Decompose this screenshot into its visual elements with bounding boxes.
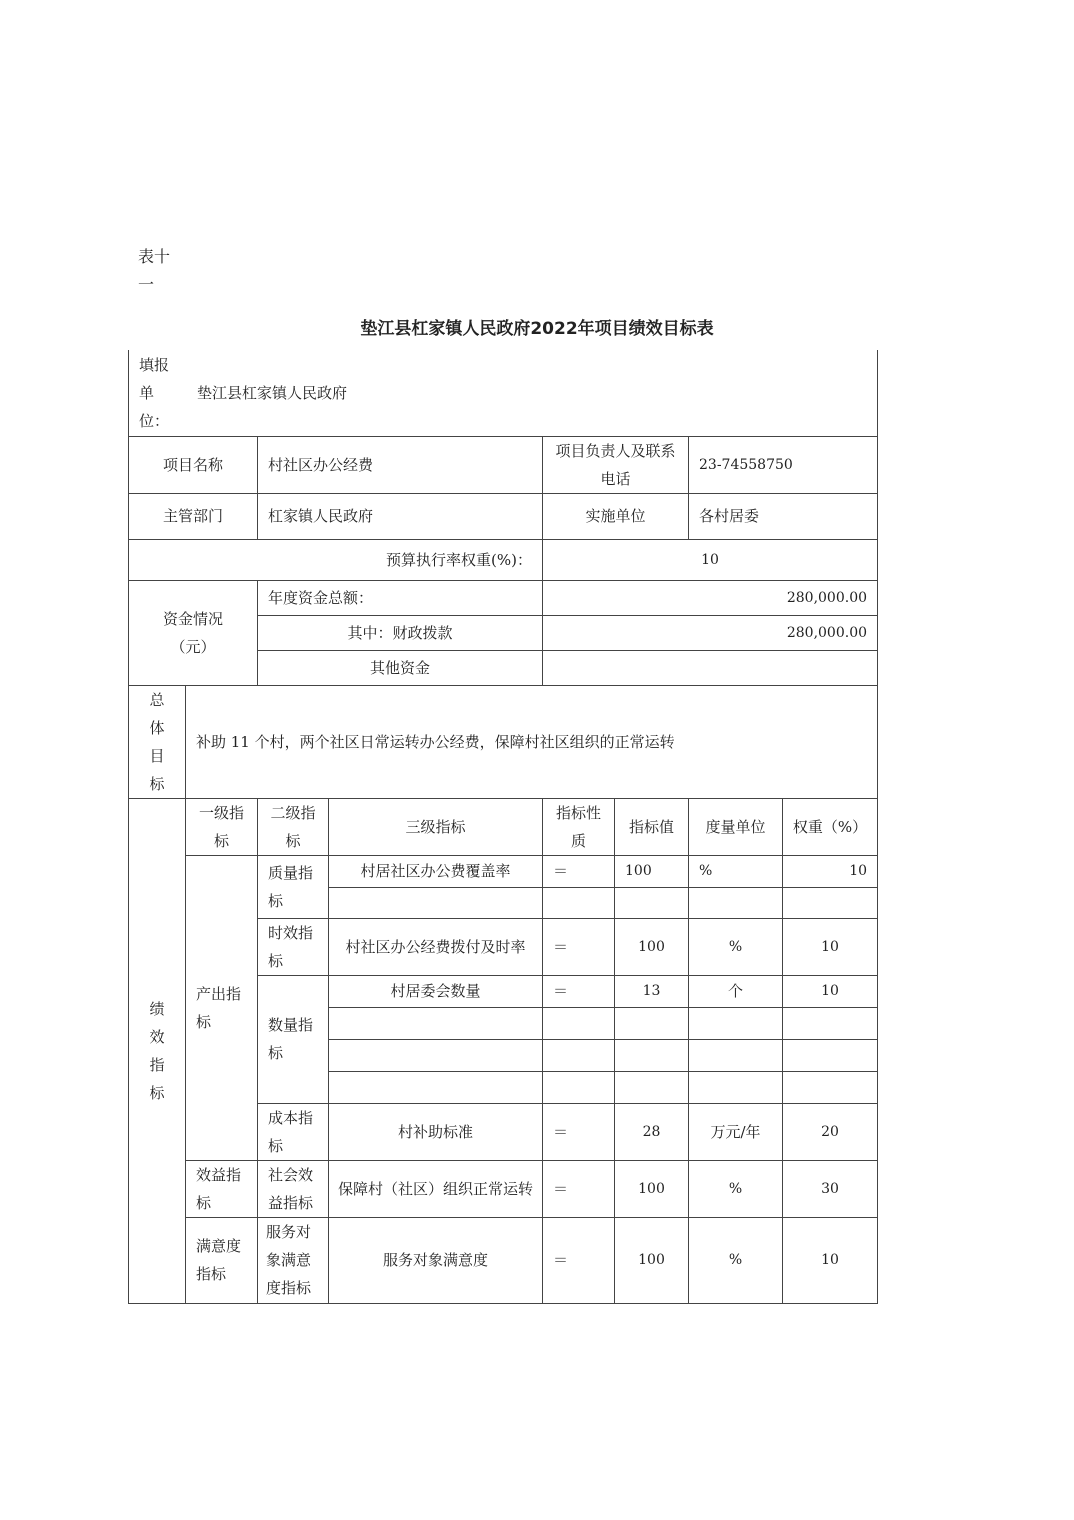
level1-output: 产出指标: [186, 855, 258, 1160]
level2-timeliness: 时效指标: [258, 918, 329, 975]
fund-fiscal-label: 其中：财政拨款: [258, 615, 543, 650]
indicator-unit: 个: [689, 975, 783, 1007]
indicator-name: 服务对象满意度: [329, 1217, 543, 1303]
indicator-weight: 30: [783, 1160, 878, 1217]
empty-cell: [689, 1071, 783, 1103]
fund-other-value: [543, 650, 878, 685]
fund-other-label: 其他资金: [258, 650, 543, 685]
performance-target-table: [128, 350, 878, 1304]
level2-social: 社会效益指标: [258, 1160, 329, 1217]
header-level3: 三级指标: [329, 798, 543, 855]
empty-cell: [615, 1071, 689, 1103]
fill-unit-value: 垫江县杠家镇人民政府: [197, 383, 348, 402]
indicator-nature: ＝: [543, 1217, 615, 1303]
fill-unit-label: 填报单位：: [139, 355, 170, 430]
empty-cell: [329, 1071, 543, 1103]
indicator-unit: %: [689, 1160, 783, 1217]
level1-satisfaction: 满意度指标: [186, 1217, 258, 1303]
empty-cell: [543, 1039, 615, 1071]
fund-total-label: 年度资金总额：: [258, 580, 543, 615]
indicator-weight: 20: [783, 1103, 878, 1160]
impl-label: 实施单位: [543, 493, 689, 539]
indicator-unit: %: [689, 1217, 783, 1303]
indicator-nature: ＝: [543, 855, 615, 887]
level2-quantity: 数量指标: [258, 975, 329, 1103]
budget-rate-label: 预算执行率权重(%)：: [129, 539, 543, 580]
goal-label: 总体目标: [129, 685, 186, 798]
impl-value: 各村居委: [689, 493, 878, 539]
contact-value: 23-74558750: [689, 436, 878, 493]
empty-cell: [615, 1039, 689, 1071]
fill-unit-row: [129, 350, 878, 436]
indicator-name: 村补助标准: [329, 1103, 543, 1160]
indicator-nature: ＝: [543, 918, 615, 975]
indicator-name: 村社区办公经费拨付及时率: [329, 918, 543, 975]
goal-value: 补助 11 个村，两个社区日常运转办公经费，保障村社区组织的正常运转: [186, 685, 878, 798]
fund-fiscal-value: 280,000.00: [543, 615, 878, 650]
indicator-weight: 10: [783, 1217, 878, 1303]
empty-cell: [689, 887, 783, 918]
header-level2: 二级指标: [258, 798, 329, 855]
empty-cell: [615, 887, 689, 918]
level2-quality: 质量指标: [258, 855, 329, 918]
indicator-value: 100: [615, 1160, 689, 1217]
indicators-section-label: 绩效指标: [129, 798, 186, 1303]
empty-cell: [543, 1007, 615, 1039]
indicator-value: 13: [615, 975, 689, 1007]
empty-cell: [783, 1039, 878, 1071]
table-number-label: 表十一: [138, 247, 171, 294]
dept-value: 杠家镇人民政府: [258, 493, 543, 539]
empty-cell: [329, 1039, 543, 1071]
level2-cost: 成本指标: [258, 1103, 329, 1160]
empty-cell: [783, 1007, 878, 1039]
header-weight: 权重（%）: [783, 798, 878, 855]
indicator-value: 100: [615, 855, 689, 887]
indicator-nature: ＝: [543, 975, 615, 1007]
indicator-value: 28: [615, 1103, 689, 1160]
indicator-nature: ＝: [543, 1160, 615, 1217]
indicator-unit: %: [689, 918, 783, 975]
indicator-unit: %: [689, 855, 783, 887]
indicator-weight: 10: [783, 855, 878, 887]
indicator-nature: ＝: [543, 1103, 615, 1160]
project-name-label: 项目名称: [129, 436, 258, 493]
header-unit: 度量单位: [689, 798, 783, 855]
indicator-value: 100: [615, 1217, 689, 1303]
indicator-name: 保障村（社区）组织正常运转: [329, 1160, 543, 1217]
fund-total-value: 280,000.00: [543, 580, 878, 615]
indicator-value: 100: [615, 918, 689, 975]
indicator-weight: 10: [783, 918, 878, 975]
empty-cell: [783, 887, 878, 918]
empty-cell: [543, 1071, 615, 1103]
level2-service: 服务对象满意度指标: [258, 1217, 329, 1303]
header-value: 指标值: [615, 798, 689, 855]
project-name-value: 村社区办公经费: [258, 436, 543, 493]
level1-benefit: 效益指标: [186, 1160, 258, 1217]
empty-cell: [543, 887, 615, 918]
indicator-name: 村居社区办公费覆盖率: [329, 855, 543, 887]
page-title: 垫江县杠家镇人民政府2022年项目绩效目标表: [360, 319, 714, 339]
indicator-name: 村居委会数量: [329, 975, 543, 1007]
contact-label: 项目负责人及联系电话: [543, 436, 689, 493]
indicator-weight: 10: [783, 975, 878, 1007]
budget-rate-value: 10: [543, 539, 878, 580]
empty-cell: [329, 887, 543, 918]
header-nature: 指标性质: [543, 798, 615, 855]
dept-label: 主管部门: [129, 493, 258, 539]
empty-cell: [783, 1071, 878, 1103]
fund-label: 资金情况（元）: [129, 580, 258, 685]
empty-cell: [689, 1039, 783, 1071]
empty-cell: [329, 1007, 543, 1039]
empty-cell: [689, 1007, 783, 1039]
indicator-unit: 万元/年: [689, 1103, 783, 1160]
empty-cell: [615, 1007, 689, 1039]
header-level1: 一级指标: [186, 798, 258, 855]
